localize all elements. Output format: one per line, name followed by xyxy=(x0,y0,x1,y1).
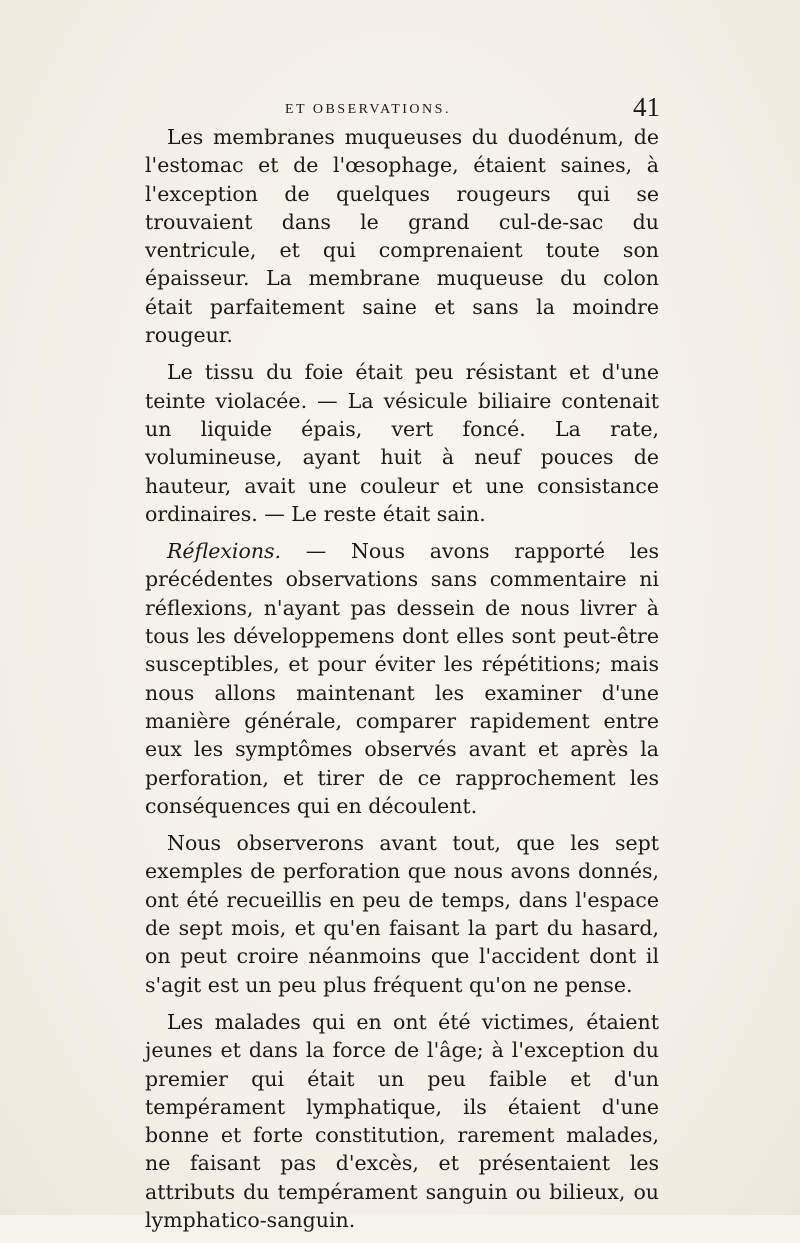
paragraph-text: — Nous avons rapporté les précédentes observations sans commentaire ni réflexions, n'ayant pas dessein de nous livrer à tous les développemens dont elles sont peut-être susceptibles, et pour éviter les répétitions; mais nous allons maintenant les examiner d'une manière générale, comparer rapidement entre eux les symptômes observés avant et après la perforation, et tirer de ce rapprochement les conséquences qui en découlent. xyxy=(145,539,659,818)
paragraph-1 xyxy=(145,123,659,349)
paragraph-5 xyxy=(145,1008,659,1234)
paragraph-3 xyxy=(145,537,659,820)
paragraph-lead-in: Réflexions. xyxy=(167,539,282,564)
paragraph-2 xyxy=(145,358,659,528)
paragraph-text: Les membranes muqueuses du duodénum, de l'estomac et de l'œsophage, étaient saines, à l'exception de quelques rougeurs qui se trouvaient dans le grand cul-de-sac du ventricule, et qui comprenaient toute son épaisseur. La membrane muqueuse du colon était parfaitement saine et sans la moindre rougeur. xyxy=(145,125,659,348)
paragraph-text: Les malades qui en ont été victimes, étaient jeunes et dans la force de l'âge; à l'exception du premier qui était un peu faible et d'un tempérament lymphatique, ils étaient d'une bonne et forte constitution, rarement malades, ne faisant pas d'excès, et présentaient les attributs du tempérament sanguin ou bilieux, ou lymphatico-sanguin. xyxy=(145,1009,659,1232)
page-number: 41 xyxy=(633,92,660,122)
paragraph-text: Le tissu du foie était peu résistant et d'une teinte violacée. — La vésicule biliaire contenait un liquide épais, vert foncé. La rate, volumineuse, ayant huit à neuf pouces de hauteur, avait une couleur et une consistance ordinaires. — Le reste était sain. xyxy=(145,360,659,526)
running-head: ET OBSERVATIONS. xyxy=(285,102,451,117)
body-text xyxy=(145,123,659,1243)
paragraph-text: Nous observerons avant tout, que les sept exemples de perforation que nous avons donnés, ont été recueillis en peu de temps, dans l'espace de sept mois, et qu'en faisant la part du hasard, on peut croire néanmoins que l'accident dont il s'agit est un peu plus fréquent qu'on ne pense. xyxy=(145,831,659,997)
paragraph-4 xyxy=(145,829,659,999)
